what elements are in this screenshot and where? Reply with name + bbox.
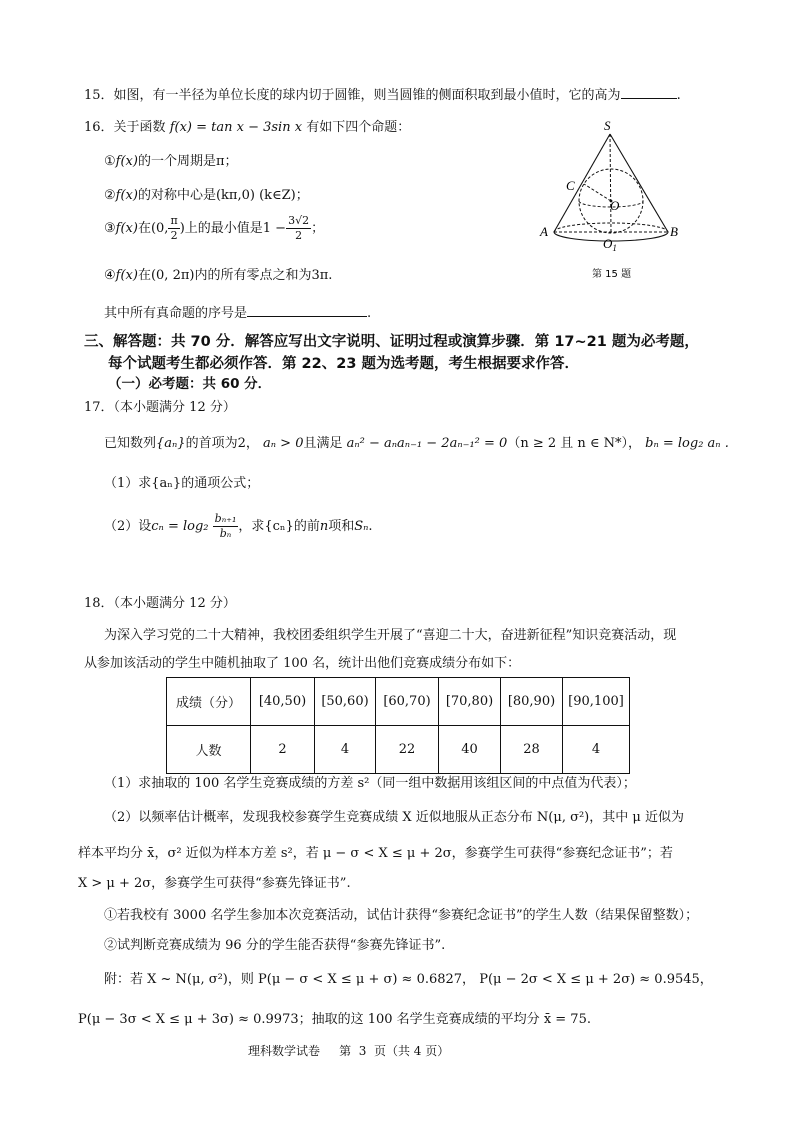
section-3-subtitle: （一）必考题：共 60 分． (108, 376, 272, 392)
q17-comma: ， (245, 436, 259, 451)
pi-over-2-fraction (168, 214, 179, 243)
q17-p2-end: . (368, 519, 373, 534)
table-cell: 28 (501, 726, 563, 774)
table-cell: 4 (315, 726, 376, 774)
score-distribution-table (166, 677, 630, 774)
q18-part-1: （1）求抽取的 100 名学生竞赛成绩的方差 s²（同一组中数据用该组区间的中点值为代表）； (104, 776, 636, 791)
p3-text-a: 在 (137, 221, 151, 236)
q17-p2-text-b: ，求{cₙ}的前 (238, 519, 320, 534)
question-15 (84, 84, 681, 103)
p3-interval-close: ) (179, 221, 185, 236)
radius-oc (584, 184, 611, 201)
q16-intro-b: 有如下四个命题： (306, 120, 411, 135)
figure-caption: 第 15 题 (592, 269, 632, 280)
label-o1 (603, 236, 617, 253)
section-3-title: 三、解答题：共 70 分．解答应写出文字说明、证明过程或演算步骤．第 17~21 题为必考题， (84, 334, 699, 350)
q17-condition: aₙ > 0 (263, 436, 304, 451)
p4-func: f(x) (115, 268, 138, 283)
q17-text-b: 的首项为 (185, 436, 238, 451)
label-o1-main: O (603, 236, 613, 251)
q17-p2-text-a: （2）设 (104, 519, 152, 534)
cone-left-edge (554, 134, 610, 232)
q16-answer-blank[interactable] (247, 304, 367, 317)
q18-note-line-1: 附：若 X ~ N(μ, σ²)，则 P(μ − σ < X ≤ μ + σ) ≈ 0.6827， P(μ − 2σ < X ≤ μ + 2σ) ≈ 0.9545， (104, 972, 713, 987)
p1-text: 的一个周期是π； (137, 154, 238, 169)
table-cell: 人数 (167, 726, 251, 774)
q17-heading: 17．（本小题满分 12 分） (84, 400, 236, 415)
bn-frac-num: bₙ₊₁ (214, 512, 237, 525)
q18-subq-1: ①若我校有 3000 名学生参加本次竞赛活动，试估计获得“参赛纪念证书”的学生人数（结果保留整数）； (104, 908, 699, 923)
root-num: 3√2 (288, 214, 310, 227)
q17-statement (104, 432, 729, 451)
root-fraction (286, 214, 311, 243)
p3-interval-open: (0, (150, 221, 169, 236)
table-header-cell: [60,70) (376, 678, 439, 726)
table-header-cell: [40,50) (251, 678, 315, 726)
table-header-cell: [80,90) (501, 678, 563, 726)
q17-text-d: 且满足 (303, 436, 343, 451)
q15-end: . (676, 88, 681, 103)
table-header-cell: 成绩（分） (167, 678, 251, 726)
root-den: 2 (295, 229, 303, 242)
label-a: A (540, 224, 548, 239)
q16-proposition-2 (104, 184, 309, 203)
q16-tail-text: 其中所有真命题的序号是 (104, 306, 248, 321)
p3-value-a: 1 − (262, 221, 287, 236)
question-16 (84, 116, 410, 135)
q17-sn: Sₙ (354, 519, 369, 534)
q16-function: f(x) = tan x − 3sin x (169, 120, 303, 135)
q17-p2-text-c: 项和 (328, 519, 355, 534)
cone-figure (536, 112, 686, 284)
label-o: O (610, 198, 620, 213)
table-header-cell: [70,80) (439, 678, 501, 726)
p4-text-b: 内的所有零点之和为3π. (194, 268, 333, 283)
p4-mark: ④ (104, 268, 116, 283)
section-3-title-2: 每个试题考生都必须作答．第 22、23 题为选考题，考生根据要求作答． (108, 356, 579, 372)
q18-part-2-line-2: 样本平均分 x̄，σ² 近似为样本方差 s²，若 μ − σ < X ≤ μ + 2σ，参赛学生可获得“参赛纪念证书”；若 (78, 846, 673, 861)
table-cell: 22 (376, 726, 439, 774)
table-cell: 2 (251, 726, 315, 774)
q15-answer-blank[interactable] (621, 86, 677, 99)
q17-part-2 (104, 510, 373, 544)
q17-domain: （n ≥ 2 且 n ∈ N*）， (507, 436, 642, 451)
p3-mark: ③ (104, 221, 116, 236)
q17-n: n (319, 519, 329, 534)
q18-subq-2: ②试判断竞赛成绩为 96 分的学生能否获得“参赛先锋证书”. (104, 938, 446, 953)
q17-bn-def: bₙ = log₂ aₙ . (645, 436, 729, 451)
q17-equation: aₙ² − aₙaₙ₋₁ − 2aₙ₋₁² = 0 (346, 436, 508, 451)
q16-intro-a: 关于函数 (113, 120, 166, 135)
p4-interval: (0, 2π) (150, 268, 195, 283)
q18-part-2-line-3: X > μ + 2σ，参赛学生可获得“参赛先锋证书”. (78, 876, 351, 891)
p2-func: f(x) (115, 188, 138, 203)
q18-intro-line-1: 为深入学习党的二十大精神，我校团委组织学生开展了“喜迎二十大，奋进新征程”知识竞赛活动，现 (104, 628, 677, 643)
q18-part-2-line-1: （2）以频率估计概率，发现我校参赛学生竞赛成绩 X 近似地服从正态分布 N(μ, σ²)，其中 μ 近似为 (104, 810, 684, 825)
table-row (167, 726, 630, 774)
p1-mark: ① (104, 154, 116, 169)
label-o1-sub: 1 (612, 243, 617, 253)
table-cell: 4 (563, 726, 630, 774)
q16-tail-end: . (367, 306, 372, 321)
q17-seq: {aₙ} (156, 436, 186, 451)
axis-so1 (610, 134, 611, 232)
label-c: C (566, 178, 575, 193)
p3-text-b: 上的最小值是 (184, 221, 263, 236)
p2-mark: ② (104, 188, 116, 203)
table-header-cell: [90,100] (563, 678, 630, 726)
q15-number: 15． (84, 88, 114, 103)
frac-den: 2 (170, 229, 178, 242)
p1-func: f(x) (115, 154, 138, 169)
q17-first-term: 2 (237, 436, 246, 451)
q18-intro-line-2: 从参加该活动的学生中随机抽取了 100 名，统计出他们竞赛成绩分布如下： (84, 656, 521, 671)
q17-part-1: （1）求{aₙ}的通项公式； (104, 476, 260, 491)
q16-answer-line (104, 302, 371, 321)
q17-cn: cₙ = log₂ (151, 519, 209, 534)
label-s: S (604, 118, 611, 133)
q18-heading: 18．（本小题满分 12 分） (84, 596, 236, 611)
table-header-row (167, 678, 630, 726)
q16-proposition-3 (104, 212, 324, 246)
p3-end: ； (311, 221, 325, 236)
p2-center: (kπ,0) (k∈Z)； (215, 188, 309, 203)
q16-proposition-1 (104, 150, 238, 169)
bn-fraction (213, 512, 239, 541)
q15-text: 如图，有一半径为单位长度的球内切于圆锥，则当圆锥的侧面积取到最小值时，它的高为 (113, 88, 621, 103)
q18-note-line-2: P(μ − 3σ < X ≤ μ + 3σ) ≈ 0.9973；抽取的这 100 名学生竞赛成绩的平均分 x̄ = 75. (78, 1012, 591, 1027)
p2-text: 的对称中心是 (137, 188, 216, 203)
p3-func: f(x) (115, 221, 138, 236)
q16-proposition-4 (104, 264, 332, 283)
q17-text-a: 已知数列 (104, 436, 157, 451)
label-b: B (670, 224, 678, 239)
table-header-cell: [50,60) (315, 678, 376, 726)
p4-text-a: 在 (137, 268, 151, 283)
q16-number: 16． (84, 120, 114, 135)
table-cell: 40 (439, 726, 501, 774)
frac-num: π (170, 214, 178, 227)
page-footer: 理科数学试卷 第 3 页（共 4 页） (248, 1044, 450, 1058)
bn-frac-den: bₙ (219, 527, 232, 540)
